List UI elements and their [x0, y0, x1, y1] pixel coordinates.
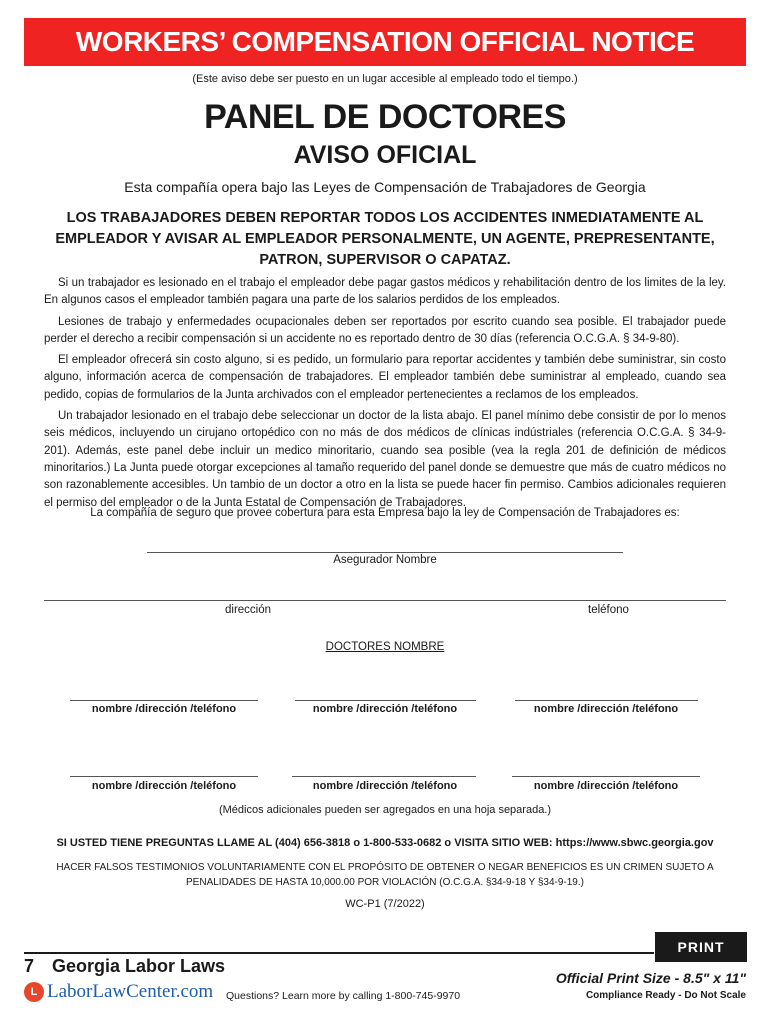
insurer-intro: La compañía de seguro que provee cobertura para esta Empresa bajo la ley de Compensación de Trabajadores es: [90, 507, 680, 519]
notice-banner: WORKERS’ COMPENSATION OFFICIAL NOTICE [24, 18, 746, 66]
footer-divider [24, 952, 654, 954]
posting-note: (Este aviso debe ser puesto en un lugar accesible al empleado todo el tiempo.) [192, 73, 578, 85]
doctor-field-3[interactable] [515, 700, 698, 701]
doctor-slot-label: nombre /dirección /teléfono [312, 780, 458, 792]
doctor-slot-label: nombre /dirección /teléfono [533, 780, 679, 792]
form-id: WC-P1 (7/2022) [345, 898, 425, 910]
penalty-warning: HACER FALSOS TESTIMONIOS VOLUNTARIAMENTE CON EL PROPÓSITO DE OBTENER O NEGAR BENEFICIOS ES UN CRIMEN SUJETO A PENALIDADES DE HASTA 10,000.00 POR VIOLACIÓN (O.C.G.A. §34-9-18 Y §34-9-19.) [56, 862, 714, 888]
section-title: Georgia Labor Laws [52, 956, 226, 976]
insurer-name-field[interactable] [147, 552, 623, 553]
footer-section-title [24, 956, 225, 977]
logo-icon: L [24, 982, 44, 1002]
questions-text: Questions? Learn more by calling 1-800-745-9970 [226, 990, 461, 1002]
paragraph-medical-costs: Si un trabajador es lesionado en el trabajo el empleador debe pagar gastos médicos y rehabilitación dentro de los limites de la ley. En algunos casos el empleador también pagara una parte de los salarios perdidos de los empleados. [44, 277, 726, 307]
print-button[interactable]: PRINT [655, 932, 747, 962]
doctor-field-5[interactable] [292, 776, 476, 777]
print-size-text: Official Print Size - 8.5" x 11" [555, 970, 746, 986]
doctor-field-1[interactable] [70, 700, 258, 701]
doctor-slot-label: nombre /dirección /teléfono [91, 703, 237, 715]
doctor-slot-label: nombre /dirección /teléfono [91, 780, 237, 792]
contact-info: SI USTED TIENE PREGUNTAS LLAME AL (404) 656-3818 o 1-800-533-0682 o VISITA SITIO WEB: https://www.sbwc.georgia.gov [56, 837, 714, 849]
page-number: 7 [24, 956, 35, 976]
doctor-slot-label: nombre /dirección /teléfono [533, 703, 679, 715]
paragraph-forms: El empleador ofrecerá sin costo alguno, si es pedido, un formulario para reportar accidentes y también debe suministrar, sin costo alguno, información acerca de compensación de trabajadores. El empleador también debe suministrar al empleado, cuando sea pedido, copias de formularios de la Junta archivados con el empleador pertenecientes a reclamos de los empleados. [44, 354, 726, 401]
compliance-text: Compliance Ready - Do Not Scale [585, 990, 746, 1001]
paragraph-reporting: Lesiones de trabajo y enfermedades ocupacionales deben ser reportados por escrito cuando sea posible. El trabajador puede perder el derecho a recibir compensación si un accidente no es reportado dentro de 30 días (referencia O.C.G.A. § 34-9-80). [44, 315, 726, 345]
address-phone-field[interactable] [44, 600, 726, 601]
reporting-warning: LOS TRABAJADORES DEBEN REPORTAR TODOS LOS ACCIDENTES INMEDIATAMENTE AL EMPLEADOR Y AVISAR AL EMPLEADOR PERSONALMENTE, UN AGENTE, PREPRESENTANTE, PATRON, SUPERVISOR O CAPATAZ. [55, 210, 715, 268]
doctor-field-2[interactable] [295, 700, 476, 701]
doctors-heading: DOCTORES NOMBRE [325, 641, 445, 653]
notice-body [44, 275, 726, 516]
additional-doctors-note: (Médicos adicionales pueden ser agregados en una hoja separada.) [218, 804, 552, 816]
page-subtitle: AVISO OFICIAL [293, 141, 477, 169]
doctor-slot-label: nombre /dirección /teléfono [312, 703, 458, 715]
logo-text: LaborLawCenter.com [47, 981, 214, 1002]
doctor-field-6[interactable] [512, 776, 700, 777]
address-label: dirección [225, 604, 272, 616]
phone-label: teléfono [588, 604, 629, 616]
doctor-field-4[interactable] [70, 776, 258, 777]
laborlawcenter-logo[interactable] [24, 980, 213, 1004]
insurer-name-label: Asegurador Nombre [333, 554, 437, 566]
page-title: PANEL DE DOCTORES [204, 98, 566, 136]
paragraph-doctor-selection: Un trabajador lesionado en el trabajo debe seleccionar un doctor de la lista abajo. El panel mínimo debe consistir de por lo menos seis médicos, incluyendo un cirujano ortopédico con no más de dos médicos de clínicas indústriales (referencia O.C.G.A. § 34-9-201). Además, este panel debe incluir un medico minoritario, cuando sea posible (vea la regla 201 de definición de médicos minoritarios.) La Junta puede otorgar excepciones al tamaño requerido del panel donde se demuestre que más de cuatro médicos no son razonablemente accesibles. Un tambio de un doctor a otro en la lista se puede hacer fin permiso. Cambios adicionales requieren el permiso del empleador o de la Junta Estatal de Compensación de Trabajadores. [44, 410, 726, 509]
intro-text: Esta compañía opera bajo las Leyes de Compensación de Trabajadores de Georgia [124, 179, 646, 195]
